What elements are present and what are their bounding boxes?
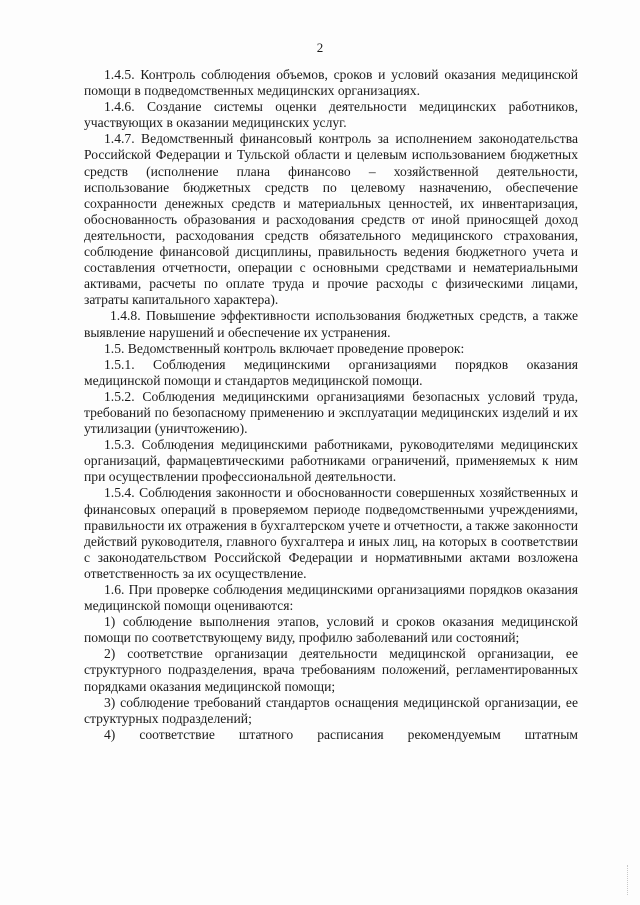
paragraph-1-4-7: 1.4.7. Ведомственный финансовый контроль за исполнением законодательства Российской Федерации и Тульской области и целевым использованием бюджетных средств (исполнение плана финансово – хозяйственной деятельности, использование бюджетных средств по целевому назначению, обеспечение сохранности денежных средств и материальных ценностей, их инвентаризация, обоснованность образования и расходования средств от иной приносящей доход деятельности, расходования средств обязательного медицинского страхования, соблюдение финансовой дисциплины, правильность ведения бюджетного учета и составления отчетности, операции с основными средствами и нематериальными активами, расчеты по оплате труда и прочие расходы с физическими лицами, затраты капитального характера).	[84, 131, 578, 308]
page-number: 2	[316, 40, 324, 55]
document-body	[84, 67, 578, 743]
paragraph-1-6: 1.6. При проверке соблюдения медицинскими организациями порядков оказания медицинской помощи оцениваются:	[84, 582, 578, 614]
list-item-1: 1) соблюдение выполнения этапов, условий и сроков оказания медицинской помощи по соответствующему виду, профилю заболеваний или состояний;	[84, 614, 578, 646]
paragraph-1-4-8: 1.4.8. Повышение эффективности использования бюджетных средств, а также выявление нарушений и обеспечение их устранения.	[84, 308, 578, 340]
paragraph-1-4-6: 1.4.6. Создание системы оценки деятельности медицинских работников, участвующих в оказании медицинских услуг.	[84, 99, 578, 131]
paragraph-1-4-5: 1.4.5. Контроль соблюдения объемов, сроков и условий оказания медицинской помощи в подведомственных медицинских организациях.	[84, 67, 578, 99]
paragraph-1-5-1: 1.5.1. Соблюдения медицинскими организациями порядков оказания медицинской помощи и стандартов медицинской помощи.	[84, 356, 578, 388]
paragraph-1-5-4: 1.5.4. Соблюдения законности и обоснованности совершенных хозяйственных и финансовых операций в проверяемом периоде подведомственными учреждениями, правильности их отражения в бухгалтерском учете и отчетности, а также законности действий руководителя, главного бухгалтера и иных лиц, на которых в соответствии с законодательством Российской Федерации и нормативными актами возложена ответственность за их осуществление.	[84, 485, 578, 581]
scan-mark	[625, 865, 628, 895]
paragraph-1-5-3: 1.5.3. Соблюдения медицинскими работниками, руководителями медицинских организаций, фармацевтическими работниками ограничений, применяемых к ним при осуществлении профессиональной деятельности.	[84, 437, 578, 485]
paragraph-1-5-2: 1.5.2. Соблюдения медицинскими организациями безопасных условий труда, требований по безопасному применению и эксплуатации медицинских изделий и их утилизации (уничтожению).	[84, 388, 578, 437]
list-item-3: 3) соблюдение требований стандартов оснащения медицинской организации, ее структурных подразделений;	[84, 694, 578, 726]
paragraph-1-5: 1.5. Ведомственный контроль включает проведение проверок:	[104, 340, 465, 356]
list-item-2: 2) соответствие организации деятельности медицинской организации, ее структурного подразделения, врача требованиям положений, регламентированных порядками оказания медицинской помощи;	[84, 646, 578, 694]
list-item-4: 4) соответствие штатного расписания рекомендуемым штатным	[104, 726, 578, 742]
